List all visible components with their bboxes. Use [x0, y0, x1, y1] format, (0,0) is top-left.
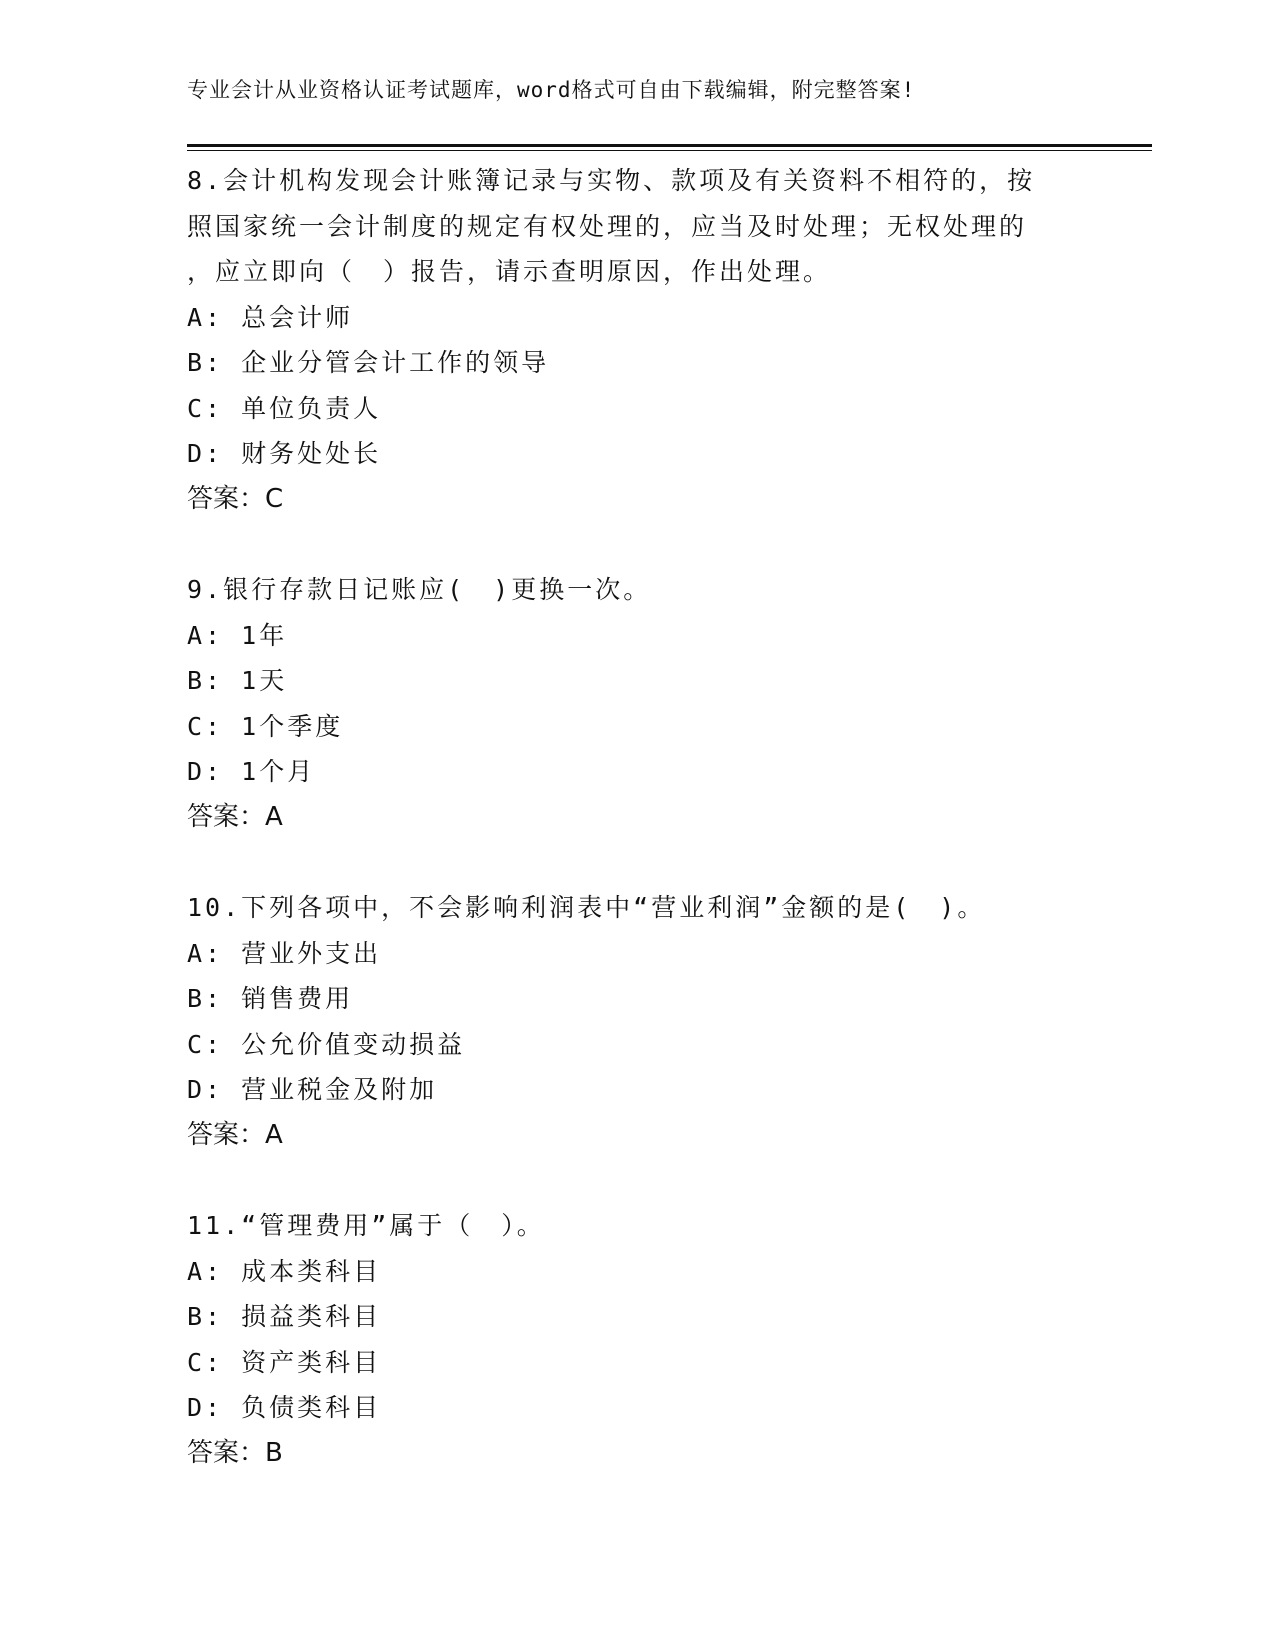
page-header: 专业会计从业资格认证考试题库，word格式可自由下载编辑，附完整答案!	[187, 78, 916, 102]
option-d: D: 财务处处长	[187, 439, 382, 468]
option-b: B: 损益类科目	[187, 1302, 382, 1331]
option-d: D: 1个月	[187, 757, 316, 786]
question-spacer	[187, 522, 1087, 567]
option-c: C: 公允价值变动损益	[187, 1029, 466, 1059]
header-rule-thin	[187, 150, 1152, 151]
question-list	[187, 158, 1087, 1476]
question-spacer	[187, 840, 1087, 885]
question-text-line: 9.银行存款日记账应( )更换一次。	[187, 575, 652, 604]
option-b: B: 企业分管会计工作的领导	[187, 348, 550, 377]
option-a: A: 1年	[187, 620, 288, 650]
answer: 答案：A	[187, 801, 283, 832]
question-text-line: 照国家统一会计制度的规定有权处理的，应当及时处理；无权处理的	[187, 211, 1028, 241]
option-a: A: 总会计师	[187, 302, 354, 332]
question-11	[187, 1203, 1087, 1476]
header-rule-thick	[187, 144, 1152, 147]
question-9	[187, 567, 1087, 840]
question-spacer	[187, 1158, 1087, 1203]
answer: 答案：C	[187, 483, 284, 514]
question-8	[187, 158, 1087, 522]
question-text-line: 10.下列各项中，不会影响利润表中“营业利润”金额的是( )。	[187, 893, 986, 922]
option-d: D: 营业税金及附加	[187, 1075, 438, 1104]
answer: 答案：A	[187, 1119, 283, 1150]
option-b: B: 销售费用	[187, 984, 354, 1013]
option-b: B: 1天	[187, 666, 288, 695]
option-a: A: 营业外支出	[187, 938, 382, 968]
question-text-line: 8.会计机构发现会计账簿记录与实物、款项及有关资料不相符的，按	[187, 166, 1036, 195]
question-text-line: 11.“管理费用”属于（ ）。	[187, 1211, 545, 1240]
option-d: D: 负债类科目	[187, 1393, 382, 1422]
question-10	[187, 885, 1087, 1158]
option-a: A: 成本类科目	[187, 1256, 382, 1286]
option-c: C: 资产类科目	[187, 1347, 382, 1377]
question-text-line: ，应立即向（ ）报告，请示查明原因，作出处理。	[187, 257, 832, 286]
option-c: C: 1个季度	[187, 711, 344, 741]
option-c: C: 单位负责人	[187, 393, 382, 423]
answer: 答案：B	[187, 1437, 283, 1468]
